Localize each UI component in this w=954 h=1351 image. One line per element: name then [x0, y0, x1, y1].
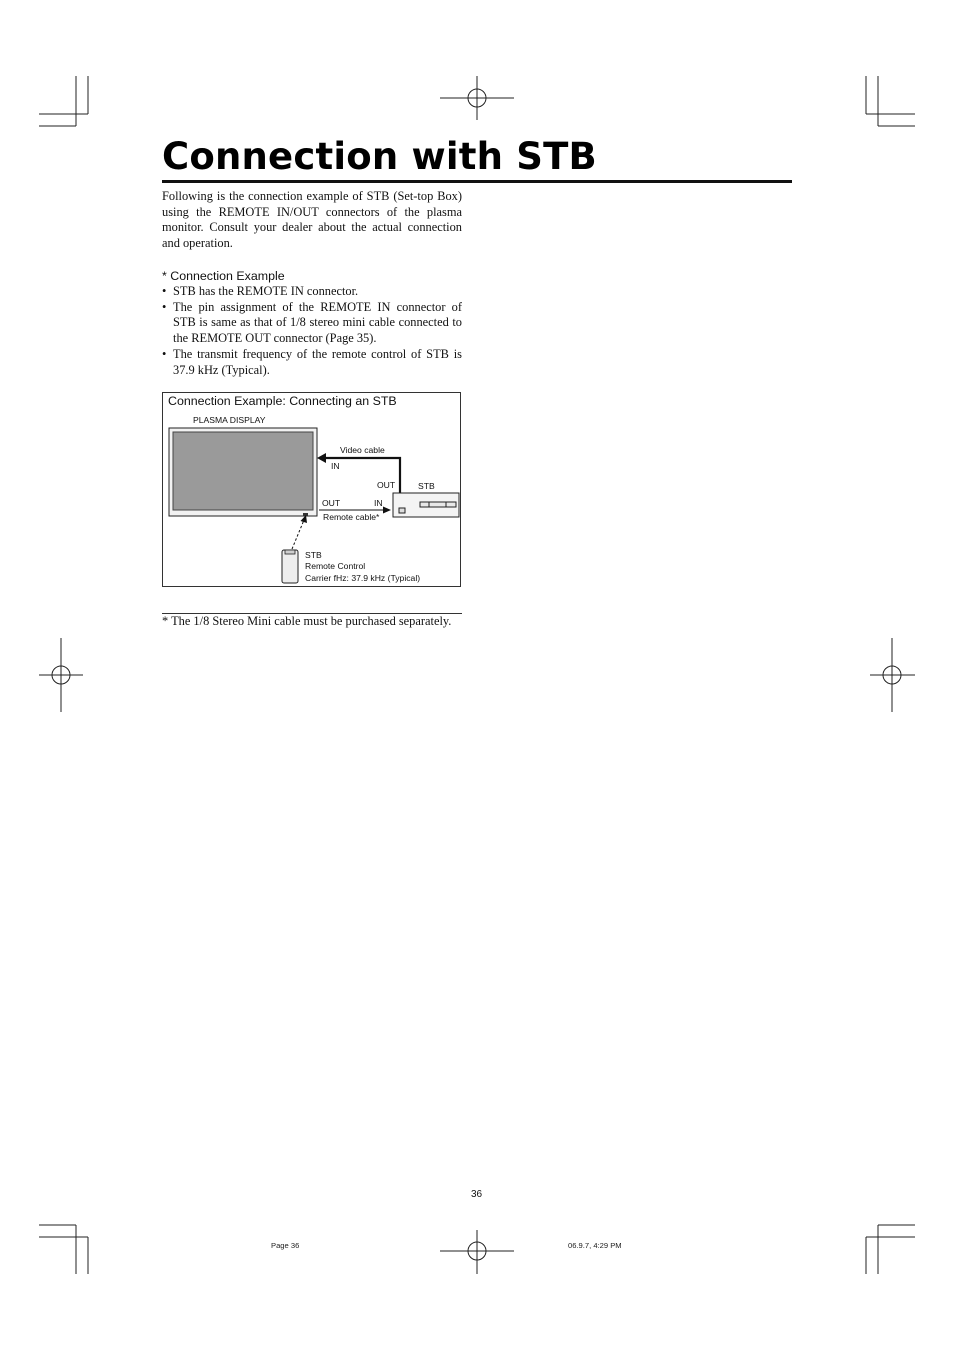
plasma-display-screen — [173, 432, 313, 510]
bullet-list — [162, 284, 462, 378]
bullet-symbol: • — [162, 299, 167, 314]
footer-timestamp: 06.9.7, 4:29 PM — [568, 1241, 622, 1250]
footnote: * The 1/8 Stereo Mini cable must be purchased separately. — [162, 614, 452, 628]
stb-label: STB — [418, 481, 435, 491]
remote-signal-line — [292, 520, 304, 549]
remote-control-icon — [282, 550, 298, 583]
bullet-symbol: • — [162, 346, 167, 361]
diagram-caption: Connection Example: Connecting an STB — [168, 394, 397, 408]
remote-control-label-2: Remote Control — [305, 561, 366, 571]
intro-paragraph: Following is the connection example of STB (Set-top Box) using the REMOTE IN/OUT connectors of the plasma monitor. Consult your dealer about the actual connection and operation. — [162, 189, 462, 251]
list-item: • The pin assignment of the REMOTE IN connector of STB is same as that of 1/8 stereo mini cable connected to the REMOTE OUT connector (Page 35). — [162, 299, 462, 346]
remote-control-label-3: Carrier fHz: 37.9 kHz (Typical) — [305, 573, 421, 583]
stb-slot-icon — [420, 502, 456, 507]
list-item: • STB has the REMOTE IN connector. — [162, 284, 359, 298]
footer-page-ref: Page 36 — [271, 1241, 300, 1250]
stb-button-icon — [399, 508, 405, 513]
video-cable-arrow-icon — [317, 453, 326, 463]
remote-cable-label: Remote cable* — [323, 512, 380, 522]
bullet-symbol: • — [162, 284, 167, 298]
display-in-label: IN — [331, 461, 340, 471]
title-rule — [162, 180, 792, 183]
stb-out-label: OUT — [377, 480, 396, 490]
stb-in-label: IN — [374, 498, 383, 508]
plasma-display-label: PLASMA DISPLAY — [193, 415, 266, 425]
page-title: Connection with STB — [162, 135, 597, 178]
page-number: 36 — [471, 1189, 483, 1200]
remote-control-label-1: STB — [305, 550, 322, 560]
list-item: • The transmit frequency of the remote control of STB is 37.9 kHz (Typical). — [162, 346, 462, 377]
connection-example-heading: * Connection Example — [162, 269, 285, 283]
video-cable-label: Video cable — [340, 445, 385, 455]
display-out-label: OUT — [322, 498, 341, 508]
remote-cable-arrow-icon — [383, 507, 391, 514]
